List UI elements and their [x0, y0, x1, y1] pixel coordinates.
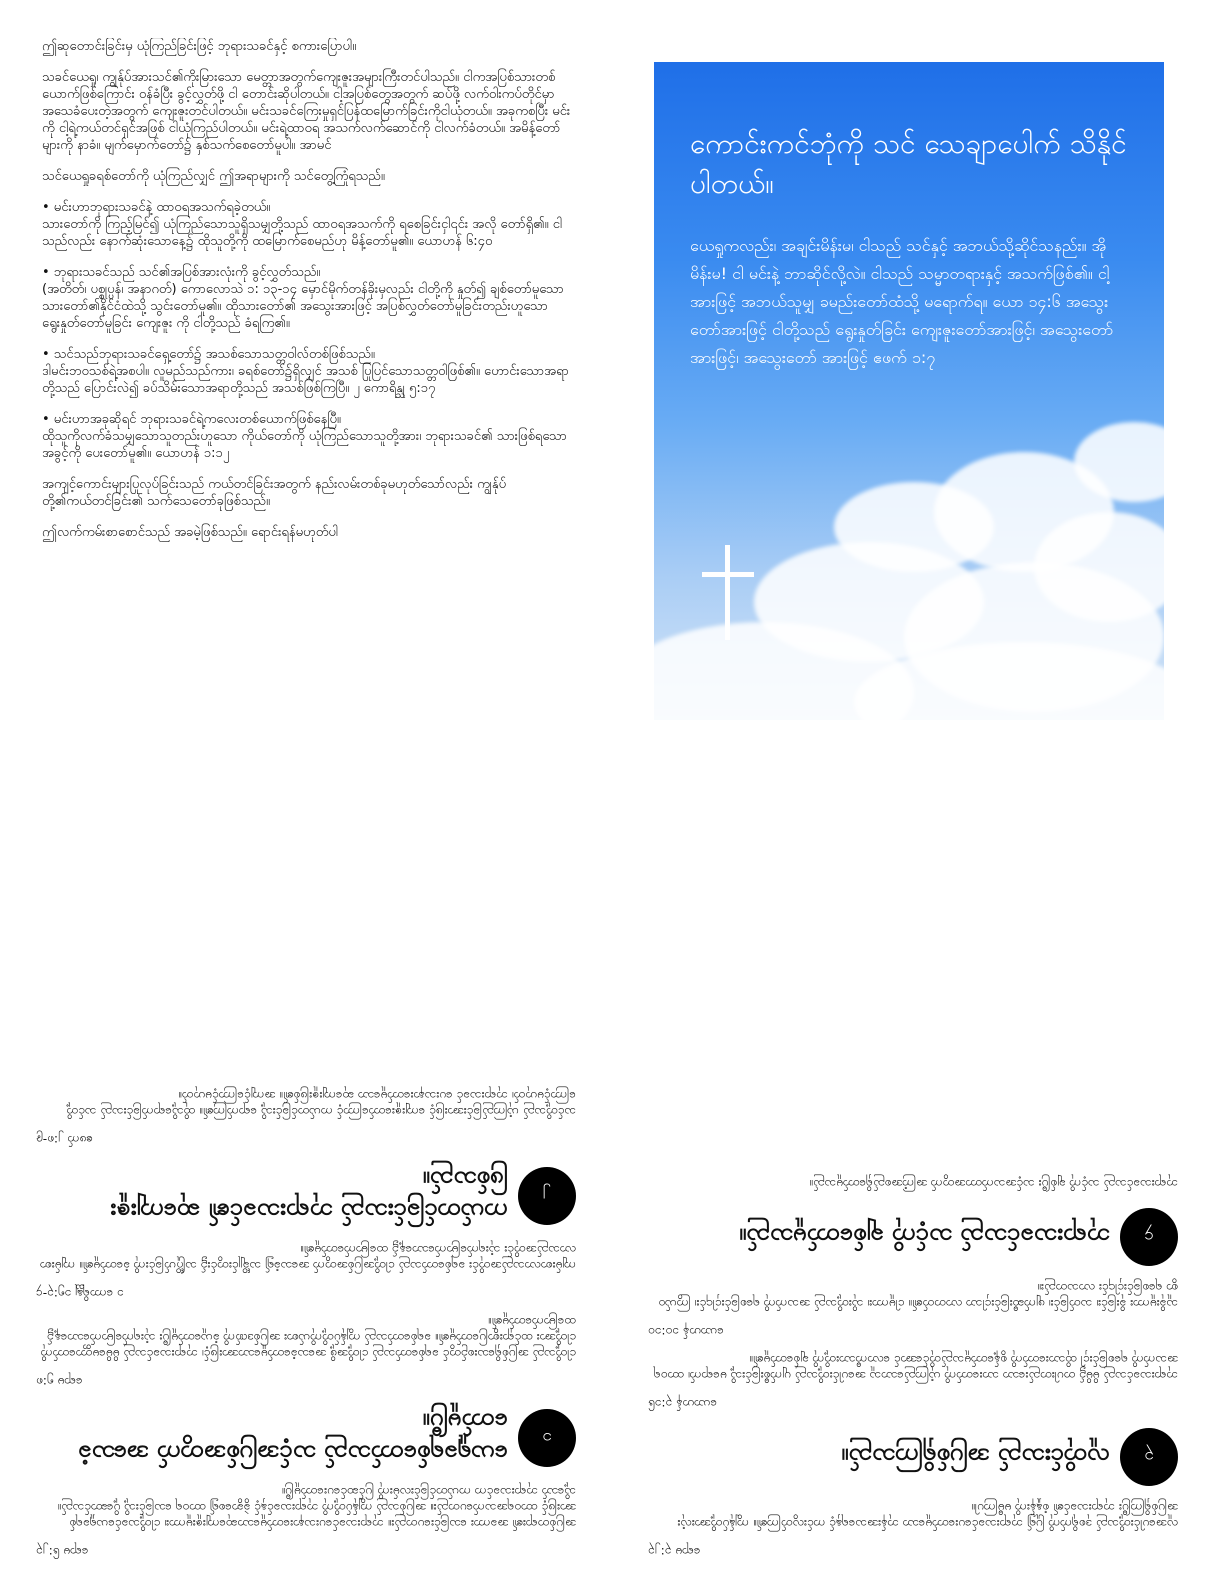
- verse-text: ဘုရားသခင်သည် သင့်ကို ချစ်ပြီး သင့်အသက်တာအတွက် အကြံအစည်ရှိတော်မူသည်။: [809, 1177, 1178, 1191]
- benefits-intro: သင်ယေရှုခရစ်တော်ကို ယုံကြည်လျှင် ဤအရာများကို သင်တွေ့ကြုံရသည်။: [42, 169, 385, 184]
- benefit-item: [42, 411, 572, 462]
- verse-text: ဘုရားသခင်သည် မိမိ၌ တပါးတည်းသော သားတော်ကို ယုံကြည်သောသူ အပေါင်းတို့သည် ပျက်စီးခြင်းသို့ မရောက်၊ ထာဝရအသက်ကို ရစေခြင်းငှါ ထိုသားတော်ကို စွန့်တော်မူသည်တိုင်အောင် လောကီသားတို့ကို ချစ်တော်မူ၏။: [653, 1353, 1178, 1383]
- section-title: ကယ်တင်ခြင်းသည် ဘုရားသခင်၏ ဆုကျေးဇူးဖြစ်သည်။: [110, 1166, 508, 1226]
- rotated-page-left: [36, 795, 576, 1560]
- benefit-head: • သင်သည်ဘုရားသခင်ရှေ့တော်၌ အသစ်သောသတ္တဝါလ်တစ်ဖြစ်သည်။: [42, 347, 375, 362]
- good-works-paragraph: အကျင့်ကောင်းများပြုလုပ်ခြင်းသည် ကယ်တင်ခြင်းအတွက် နည်းလမ်းတစ်ခုမဟုတ်သော်လည်း ကျွန်ုပ်တို့၏ကယ်တင်ခြင်း၏ သက်သေတော်ခုဖြစ်သည်။: [42, 477, 506, 509]
- section-heading: [36, 1406, 576, 1470]
- benefit-head: • ဘုရားသခင်သည် သင်၏အပြစ်အားလုံးကို ခွင့်လွှတ်သည်။: [42, 265, 321, 280]
- verse-reference: ရောမ ၃:၂၃: [648, 1545, 701, 1559]
- benefit-body: (အတိတ်၊ ပစ္စုပ္ပန်၊ အနာဂတ်) ကောလောသဲ ၁: ၁၃-၁၄ မှောင်မိုက်တန်ခိုးမှလည်း ငါတို့ကို နှုတ်၍ ချစ်တော်မူသော သားတော်၏နိုင်ငံထဲသို့ သွင်းတော်မူ၏။ ထိုသားတော်၏ အသွေးအားဖြင့် အပြစ်လွှတ်တော်မူခြင်းတည်းဟူသော ရွေးနှုတ်တော်မူခြင်း ကျေးဇူး ကို ငါတို့သည် ခံရကြ၏။: [42, 282, 564, 331]
- benefit-head: • မင်းဟာအခုဆိုရင် ဘုရားသခင်ရဲ့ကလေးတစ်ယောက်ဖြစ်နေပြီ။: [42, 412, 341, 427]
- section-title: လူတိုင်းသည် အပြစ်ရှိကြသည်။: [841, 1443, 1110, 1471]
- cross-icon: [725, 545, 730, 640]
- cover-heading: ကောင်းကင်ဘုံကို သင် သေချာပေါက် သိနိုင်ပါတယ်။: [690, 127, 1127, 200]
- verse-reference: ရောမ ၅:၈: [36, 1375, 83, 1389]
- section-number-badge: ၃: [1120, 1428, 1178, 1486]
- benefit-body: ထိုသူကိုလက်ခံသမျှသောသူတည်းဟူသော ကိုယ်တော်ကို ယုံကြည်သောသူတို့အား၊ ဘုရားသခင်၏ သားဖြစ်ရသောအခွင့်ကို ပေးတော်မူ၏။ ယောဟန် ၁:၁၂: [42, 429, 567, 461]
- section-heading: [36, 1164, 576, 1228]
- free-tract-footer: ဤလက်ကမ်းစာစောင်သည် အခမဲ့ဖြစ်သည်။ ရောင်းရန်မဟုတ်ပါ: [42, 525, 339, 540]
- section-heading: [648, 1208, 1178, 1266]
- section-heading: [648, 1428, 1178, 1486]
- tract-text-panel: [42, 38, 572, 758]
- cross-icon-bar: [702, 572, 754, 577]
- section-title: ယေရှုခရစ်တော်သည် သင့်အပြစ်အတွက် အသေခံတော်မူပြီ။: [78, 1408, 508, 1468]
- prayer-paragraph: သခင်ယေရှု၊ ကျွန်ုပ်အားသင်၏ကိုးမြားသော မေတ္တာအတွက်ကျေးဇူးအများကြီးတင်ပါသည်။ ငါကအပြစ်သားတစ်ယောက်ဖြစ်ကြောင်း ဝန်ခံပြီး ခွင့်လွှတ်ဖို့ ငါ တောင်းဆိုပါတယ်။ ငါ့အပြစ်တွေအတွက် ဆပ်ဖို့ လက်ဝါးကပ်တိုင်မှာ အသေခံပေးတဲ့အတွက် ကျေးဇူးတင်ပါတယ်။ မင်းသခင်ကြေးမှုရှင်ပြန်ထမြောက်ခြင်းကိုငါယုံတယ်။ အခုကစပြီး မင်းကို ငါ့ရဲ့ကယ်တင်ရှင်အဖြစ် ငါယုံကြည်ပါတယ်။ မင်းရဲ့ထာဝရ အသက်လက်ဆောင်ကို ငါလက်ခံတယ်။ အမိန့်တော်များကို နာခံ။ မျက်မှောက်တော်၌ နှစ်သက်စေတော်မူပါ။ အာမင်: [42, 70, 571, 153]
- verse-reference: ယောဟန် ၁၀:၁၀: [648, 1325, 724, 1339]
- cover-verse: ယေရှုကလည်း၊ အချင်းမိန်းမ၊ ငါသည် သင်နှင့် အဘယ်သို့ဆိုင်သနည်း။ အို မိန်းမ! ငါ မင်းနဲ့ ဘာဆိုင်လို့လဲ။ ငါသည် သမ္မာတရားနှင့် အသက်ဖြစ်၏။ ငါ့အားဖြင့် အဘယ်သူမျှ ခမည်းတော်ထံသို့ မရောက်ရ။ ယော ၁၄:၆ အသွေးတော်အားဖြင့် ငါတို့သည် ရွေးနှုတ်ခြင်း ကျေးဇူးတော်အားဖြင့်၊ အသွေးတော်အားဖြင့်၊ အသွေးတော် အားဖြင့် ဧဖက် ၁:၇: [690, 236, 1114, 367]
- benefit-body: ဒါမင်းဘဝသစ်ရဲ့အစပါ။ လူမည်သည်ကား၊ ခရစ်တော်၌ရှိလျှင် အသစ် ပြုပြင်သောသတ္တဝါဖြစ်၏။ ဟောင်းသောအရာ တို့သည် ပြောင်းလဲ၍ ခပ်သိမ်းသောအရာတို့သည် အသစ်ဖြစ်ကြပြီ။ ၂ ကောရိန္သု ၅:၁၇: [42, 364, 569, 396]
- benefit-item: [42, 199, 572, 250]
- benefit-item: [42, 264, 572, 332]
- verse-reference: ၁ ကောရိန္သု ၁၅:၃-၄: [36, 1287, 124, 1301]
- verse-text: သင်တို့သည် ယုံကြည်ခြင်းအားဖြင့် ကျေးဇူးတော်ကြောင့် ကယ်တင်ခြင်းသို့ ရောက်ကြ၏။ ထိုသို့ရောက်ခြင်းသည် သင်တို့ကြောင့်မဟုတ်၊ ဘုရားသခင် ပေးသနားတော်မူသော ဆုကျေးဇူးဖြစ်၏။ အကျင့်ကြောင့်မဟုတ်။: [66, 1089, 576, 1119]
- benefit-item: [42, 346, 572, 397]
- verse-text: လူအပေါင်းတို့သည် ဒုစရိုက်ကို ပြု၍ ဘုရားသခင်ပေးတော်မူသော ဘုန်းအသရေနှင့် ကင်းလွတ်ကြ၏။ ကျွန်ုပ်တို့အားလုံး အပြစ်ရှိကြပြီး ဘုရားသခင်၏ စံနှုန်းကို မမီကြပါ။: [677, 1501, 1178, 1531]
- benefit-body: သားတော်ကို ကြည့်မြင်၍ ယုံကြည်သောသူရှိသမျှတို့သည် ထာဝရအသက်ကို ရစေခြင်းငှါ၎င်း အလို တော်ရှိ၏။ ငါသည်လည်း နောက်ဆုံးသောနေ့၌ ထိုသူတို့ကို ထမြောက်စေမည်ဟု မိန့်တော်မူ၏။ ယောဟန် ၆:၄၀: [42, 217, 563, 249]
- sky-cover-panel: [654, 62, 1164, 720]
- rotated-page-right: [648, 795, 1178, 1560]
- intro-line: ဤဆုတောင်းခြင်းမှ ယုံကြည်ခြင်းဖြင့် ဘုရားသခင်နှင့် စကားပြောပါ။: [42, 39, 357, 54]
- verse-text: ငါတို့သည် အပြစ်ရှိသေးစဉ်တွင် ခရစ်တော်သည် ငါတို့အဖို့ အသေခံတော်မူသောအားဖြင့်၊ ဘုရားသခင်သည် မိမိမေတ္တာတော်ကို ငါတို့အား ထင်ရှားစွာပြတော်မူ၏။ ခရစ်တော်သည် ကျွန်ုပ်တို့ကိုယ်စား အပြစ်ဒဏ်ကို ခံယူတော်မူပြီး သုံးရက်မြောက်သောနေ့၌ ထမြောက်တော်မူ၏။: [40, 1315, 576, 1361]
- verse-reference: ရောမ ၆:၂၃: [36, 1545, 89, 1559]
- section-number-badge: ၁: [518, 1409, 576, 1467]
- section-title: ဘုရားသခင်သည် သင့်ကို ချစ်တော်မူသည်။: [739, 1223, 1110, 1251]
- verse-reference: ဧဖက် ၂:၈-၉: [36, 1133, 94, 1147]
- benefit-head: • မင်းဟာဘုရားသခင်နဲ့ ထာဝရအသက်ရခဲ့တယ်။: [42, 200, 271, 215]
- verse-reference: ယောဟန် ၃:၁၆: [648, 1397, 718, 1411]
- verse-text: အပြစ်တရား၏ အခကား သေခြင်းပေတည်း။ ဘုရားသခင်ပေးသနားတော်မူသောဆုကျေးဇူးမူကား၊ ငါတို့သခင်ယေရှုခရစ်အားဖြင့် ထာဝရအသက်ပေတည်း။ အပြစ်သည် ကျွန်ုပ်တို့ကို ဘုရားသခင်နှင့် ခွဲခွာစေ၍ ထာဝရ သေခြင်းသို့ ပို့ဆောင်သည်။ သို့သော် ဘုရားသခင်က ကယ်တင်ခြင်းလမ်းကို ပြင်ဆင်ပေးတော်မူပြီ။: [57, 1485, 576, 1531]
- verse-text: သူခိုးမူကား ခိုးခြင်း၊ သတ်ခြင်း၊ ဖျက်ဆီးခြင်းငှါသာ လာတတ်၏။ ငါမူကား၊ သိုးတို့သည် အသက်ကို ရစေခြင်းငှါ၎င်း၊ ကြွယ်ဝစွာ ရစေခြင်းငှါ၎င်း လာသတည်း။: [658, 1281, 1178, 1311]
- verse-text: ကျမ်းစာလာသည်အတိုင်း ခရစ်တော်သည် ငါတို့အပြစ်အတွက် အသေခံ၍ သင်္ချိုင်းတွင်း၌ သင်္ဂြိုဟ်ခြင်းကို ခံတော်မူ၏။ ကျမ်းစာလာသည်အတိုင်း သုံးရက်မြောက်သောနေ့၌ ထမြောက်တော်မူ၏။: [39, 1243, 576, 1273]
- section-number-badge: ၂: [518, 1167, 576, 1225]
- section-number-badge: ၄: [1120, 1208, 1178, 1266]
